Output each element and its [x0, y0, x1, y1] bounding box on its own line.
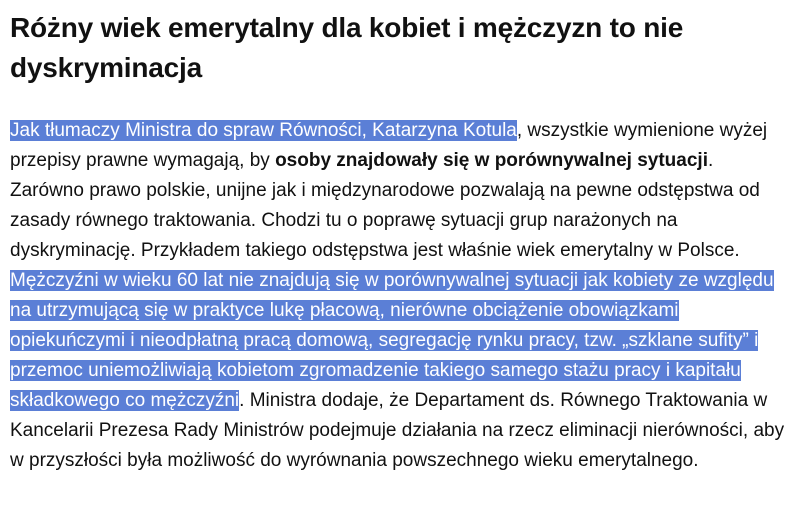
selected-text-1[interactable]: Jak tłumaczy Ministra do spraw Równości, Katarzyna Kotula: [10, 120, 517, 141]
selected-text-2[interactable]: Mężczyźni w wieku 60 lat nie znajdują się w porównywalnej sytuacji jak kobiety ze względu na utrzymującą się w praktyce lukę płacową, nierówne obciążenie obowiązkami opiekuńczymi i nieodpłatną pracą domową, segregację rynku pracy, tzw. „szklane sufity” i przemoc uniemożliwiają kobietom zgromadzenie takiego samego stażu pracy i kapitału składkowego co mężczyźni: [10, 270, 774, 411]
paragraph-text-1: , wszystkie wymienione wyżej przepisy prawne wymagają, by: [10, 120, 768, 171]
bold-phrase: osoby znajdowały się w porównywalnej sytuacji: [275, 150, 708, 171]
article-paragraph: [10, 116, 785, 476]
article: [10, 8, 785, 476]
paragraph-text-3: . Ministra dodaje, że Departament ds. Równego Traktowania w Kancelarii Prezesa Rady Ministrów podejmuje działania na rzecz eliminacji nierówności, aby w przyszłości była możliwość do wyrównania powszechnego wieku emerytalnego.: [10, 390, 785, 471]
article-headline: Różny wiek emerytalny dla kobiet i mężczyzn to nie dyskryminacja: [10, 12, 684, 83]
paragraph-text-2: . Zarówno prawo polskie, unijne jak i międzynarodowe pozwalają na pewne odstępstwa od zasady równego traktowania. Chodzi tu o poprawę sytuacji grup narażonych na dyskryminację. Przykładem takiego odstępstwa jest właśnie wiek emerytalny w Polsce.: [10, 150, 760, 261]
